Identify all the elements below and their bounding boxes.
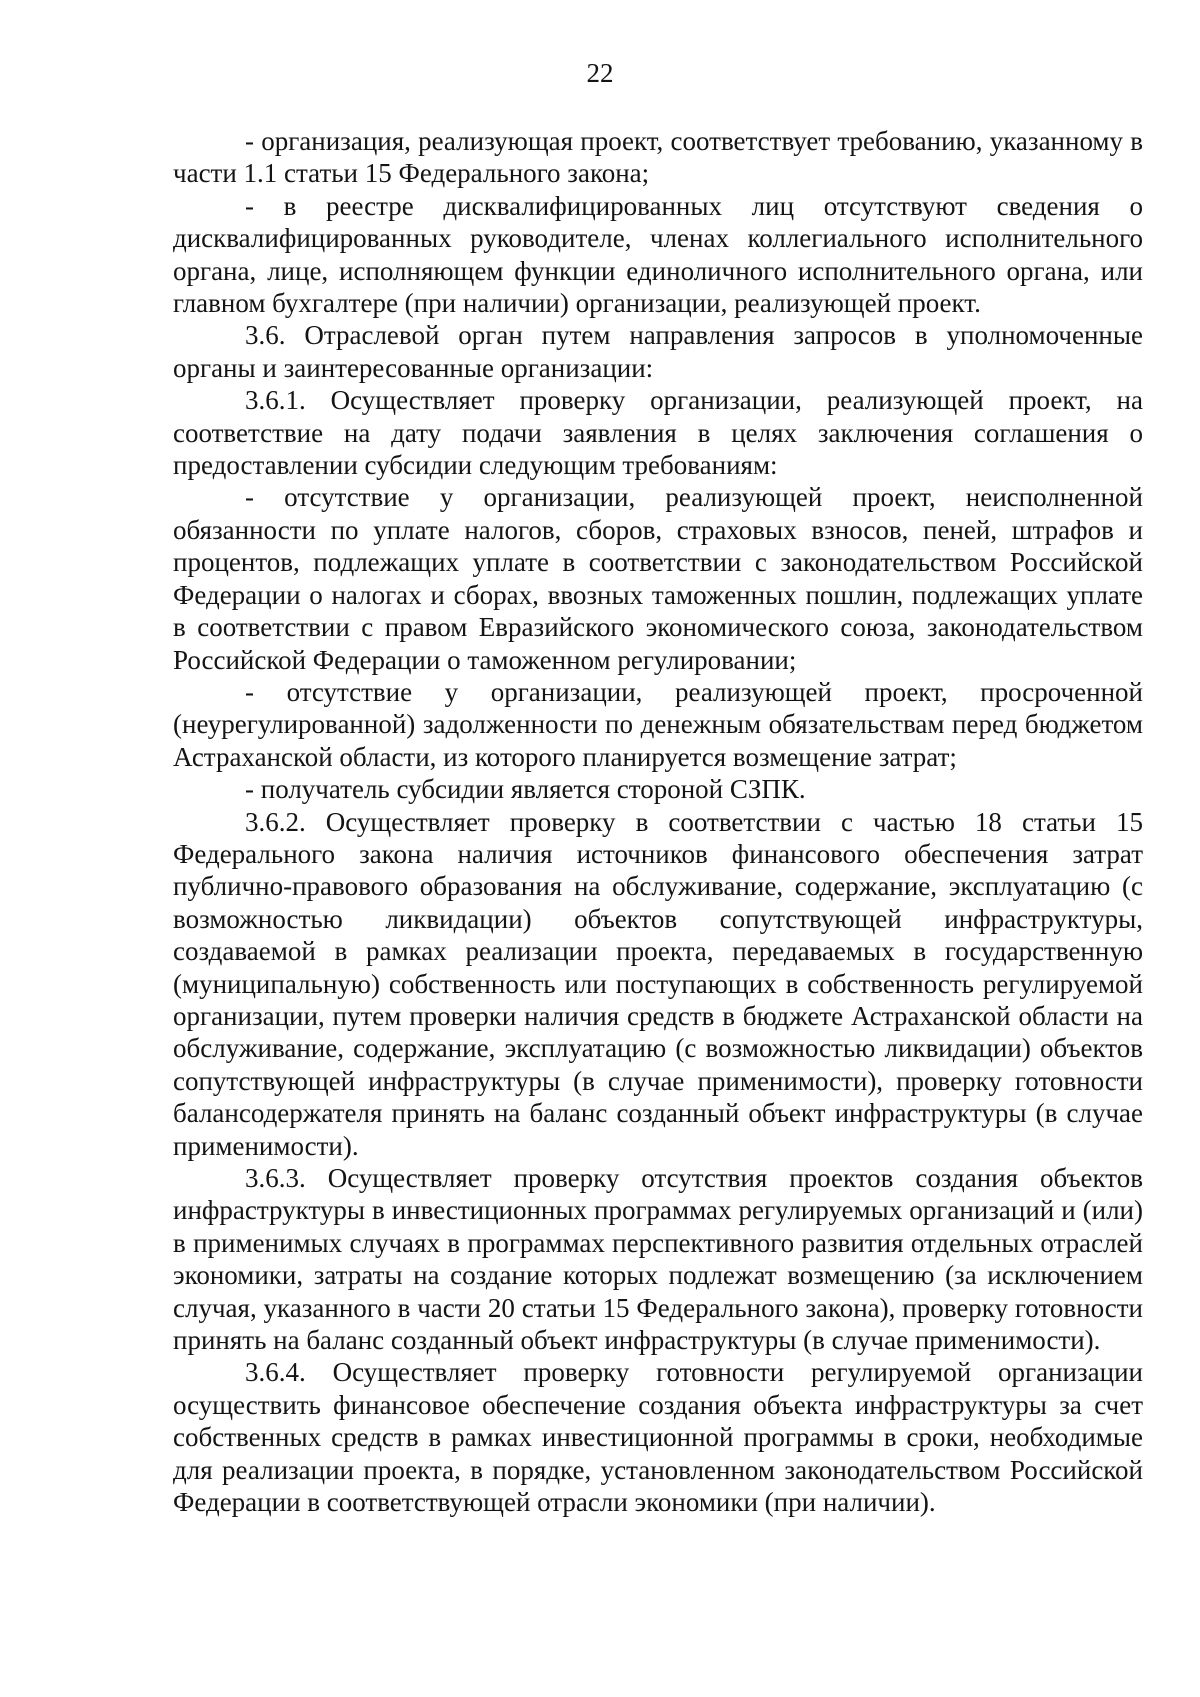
paragraph-requirement-1-1: - организация, реализующая проект, соответствует требованию, указанному в части 1.1 статьи 15 Федерального закона; — [173, 126, 1143, 189]
paragraph-overdue-debt: - отсутствие у организации, реализующей проект, просроченной (неурегулированной) задолженности по денежным обязательствам перед бюджетом Астраханской области, из которого планируется возмещение затрат; — [173, 676, 1143, 772]
paragraph-3-6-1: 3.6.1. Осуществляет проверку организации, реализующей проект, на соответствие на дату подачи заявления в целях заключения соглашения о предоставлении субсидии следующим требованиям: — [173, 385, 1143, 481]
paragraph-3-6-3: 3.6.3. Осуществляет проверку отсутствия проектов создания объектов инфраструктуры в инвестиционных программах регулируемых организаций и (или) в применимых случаях в программах перспективного развития отдельных отраслей экономики, затраты на создание которых подлежат возмещению (за исключением случая, указанного в части 20 статьи 15 Федерального закона), проверку готовности принять на баланс созданный объект инфраструктуры (в случае применимости). — [173, 1163, 1143, 1356]
document-body — [173, 125, 1143, 1518]
paragraph-szpk-party: - получатель субсидии является стороной СЗПК. — [245, 774, 806, 805]
page-number: 22 — [586, 58, 614, 88]
paragraph-3-6-4: 3.6.4. Осуществляет проверку готовности регулируемой организации осуществить финансовое обеспечение создания объекта инфраструктуры за счет собственных средств в рамках инвестиционной программы в сроки, необходимые для реализации проекта, в порядке, установленном законодательством Российской Федерации в соответствующей отрасли экономики (при наличии). — [173, 1357, 1143, 1518]
paragraph-3-6: 3.6. Отраслевой орган путем направления запросов в уполномоченные органы и заинтересованные организации: — [173, 320, 1143, 383]
paragraph-disqualified-registry: - в реестре дисквалифицированных лиц отсутствуют сведения о дисквалифицированных руководителе, членах коллегиального исполнительного органа, лице, исполняющем функции единоличного исполнительного органа, или главном бухгалтере (при наличии) организации, реализующей проект. — [173, 190, 1143, 319]
paragraph-tax-obligations: - отсутствие у организации, реализующей проект, неисполненной обязанности по уплате налогов, сборов, страховых взносов, пеней, штрафов и процентов, подлежащих уплате в соответствии с законодательством Российской Федерации о налогах и сборах, ввозных таможенных пошлин, подлежащих уплате в соответствии с правом Евразийского экономического союза, законодательством Российской Федерации о таможенном регулировании; — [173, 482, 1143, 675]
paragraph-3-6-2: 3.6.2. Осуществляет проверку в соответствии с частью 18 статьи 15 Федерального закона наличия источников финансового обеспечения затрат публично-правового образования на обслуживание, содержание, эксплуатацию (с возможностью ликвидации) объектов сопутствующей инфраструктуры, создаваемой в рамках реализации проекта, передаваемых в государственную (муниципальную) собственность или поступающих в собственность регулируемой организации, путем проверки наличия средств в бюджете Астраханской области на обслуживание, содержание, эксплуатацию (с возможностью ликвидации) объектов сопутствующей инфраструктуры (в случае применимости), проверку готовности балансодержателя принять на баланс созданный объект инфраструктуры (в случае применимости). — [173, 806, 1143, 1161]
